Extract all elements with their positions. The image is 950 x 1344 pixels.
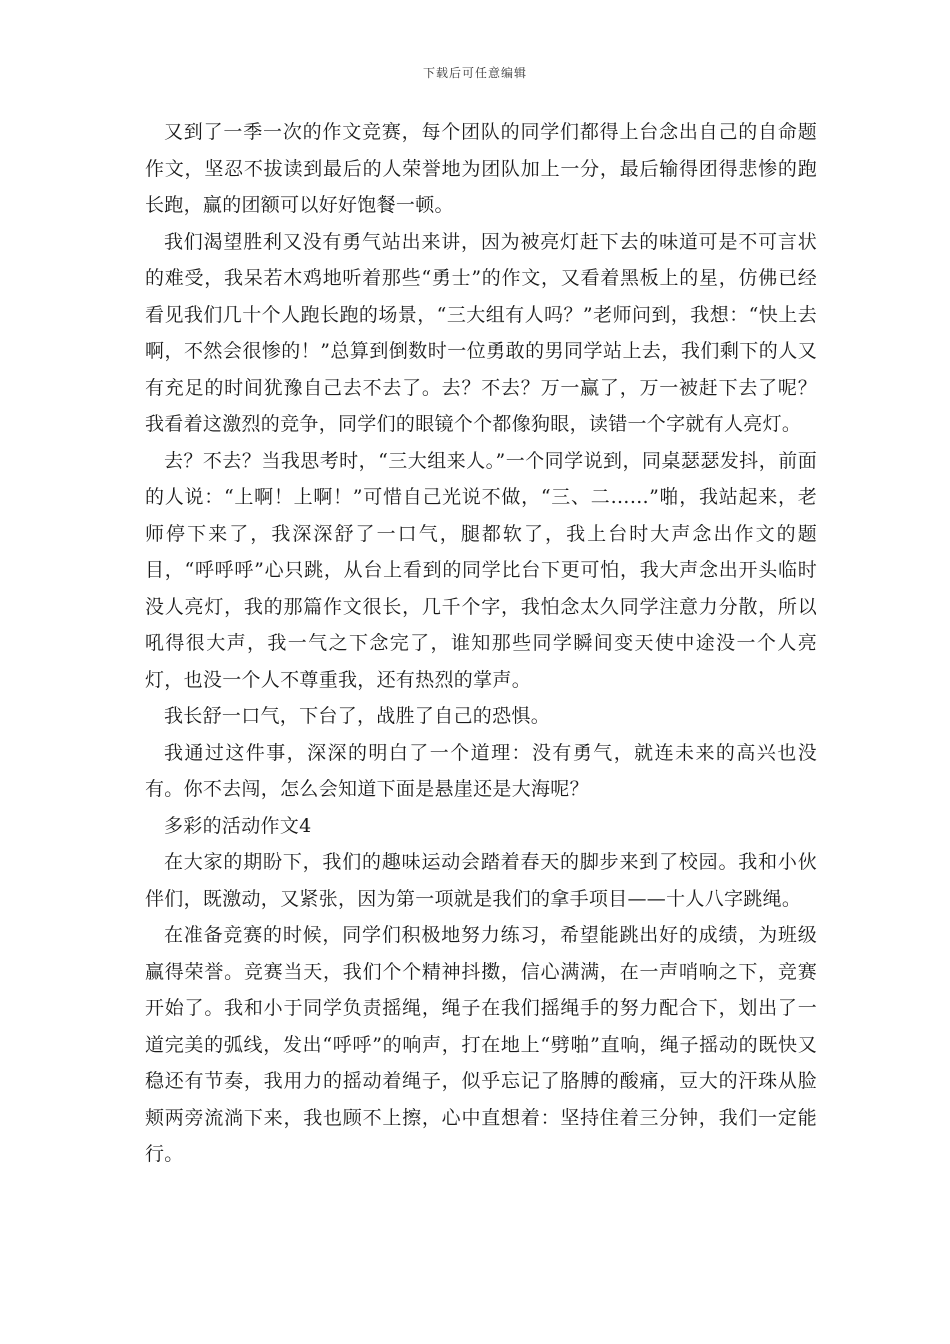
- paragraph-5: 我通过这件事，深深的明白了一个道理：没有勇气，就连未来的高兴也没有。你不去闯，怎么会知道下面是悬崖还是大海呢？: [145, 741, 817, 800]
- page-header: 下载后可任意编辑: [422, 66, 527, 80]
- paragraph-7: 在准备竞赛的时候，同学们积极地努力练习，希望能跳出好的成绩，为班级赢得荣誉。竞赛当天，我们个个精神抖擞，信心满满，在一声哨响之下，竞赛开始了。我和小于同学负责摇绳，绳子在我们摇绳手的努力配合下，划出了一道完美的弧线，发出“呼呼”的响声，打在地上“劈啪”直响，绳子摇动的既快又稳还有节奏，我用力的摇动着绳子，似乎忘记了胳膊的酸痛，豆大的汗珠从脸颊两旁流淌下来，我也顾不上擦，心中直想着：坚持住着三分钟，我们一定能行。: [145, 924, 817, 1165]
- document-body: [145, 114, 817, 1173]
- paragraph-3: 去？不去？当我思考时，“三大组来人。”一个同学说到，同桌瑟瑟发抖，前面的人说：“上啊！上啊！”可惜自己光说不做，“三、二……”啪，我站起来，老师停下来了，我深深舒了一口气，腿都软了，我上台时大声念出作文的题目，“呼呼呼”心只跳，从台上看到的同学比台下更可怕，我大声念出开头临时没人亮灯，我的那篇作文很长，几千个字，我怕念太久同学注意力分散，所以吼得很大声，我一气之下念完了，谁知那些同学瞬间变天使中途没一个人亮灯，也没一个人不尊重我，还有热烈的掌声。: [145, 449, 817, 691]
- paragraph-2: 我们渴望胜利又没有勇气站出来讲，因为被亮灯赶下去的味道可是不可言状的难受，我呆若木鸡地听着那些“勇士”的作文，又看着黑板上的星，仿佛已经看见我们几十个人跑长跑的场景，“三大组有人吗？”老师问到，我想：“快上去啊，不然会很惨的！”总算到倒数时一位勇敢的男同学站上去，我们剩下的人又有充足的时间犹豫自己去不去了。去？不去？万一赢了，万一被赶下去了呢？我看着这激烈的竞争，同学们的眼镜个个都像狗眼，读错一个字就有人亮灯。: [145, 230, 817, 435]
- paragraph-4: 我长舒一口气，下台了，战胜了自己的恐惧。: [164, 705, 551, 727]
- section-title: 多彩的活动作文4: [164, 814, 312, 837]
- paragraph-1: 又到了一季一次的作文竞赛，每个团队的同学们都得上台念出自己的自命题作文，坚忍不拔读到最后的人荣誉地为团队加上一分，最后输得团得悲惨的跑长跑，赢的团额可以好好饱餐一顿。: [145, 121, 817, 216]
- paragraph-6: 在大家的期盼下，我们的趣味运动会踏着春天的脚步来到了校园。我和小伙伴们，既激动，又紧张，因为第一项就是我们的拿手项目——十人八字跳绳。: [145, 851, 817, 910]
